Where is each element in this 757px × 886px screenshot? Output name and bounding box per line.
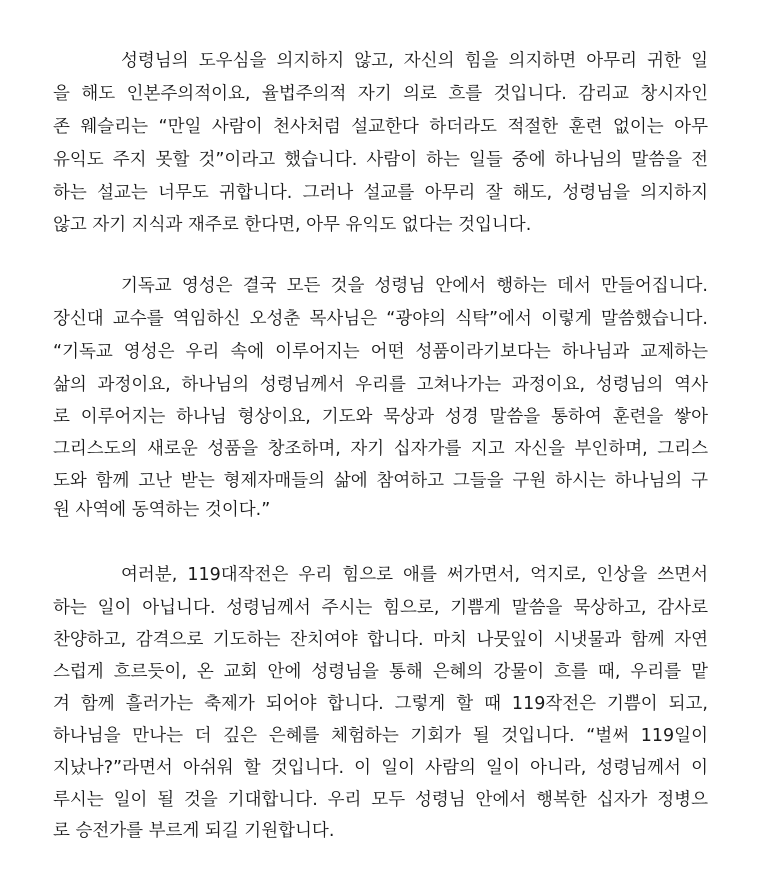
paragraph-3-line-1: 여러분, 119대작전은 우리 힘으로 애를 써가면서, 억지로, 인상을 쓰면서 [121, 565, 708, 585]
paragraph-1-line-6: 않고 자기 지식과 재주로 한다면, 아무 유익도 없다는 것입니다. [53, 215, 532, 235]
paragraph-3-line-3: 찬양하고, 감격으로 기도하는 잔치여야 합니다. 마치 나뭇잎이 시냇물과 함께 자연 [53, 630, 708, 650]
paragraph-2-line-3: “기독교 영성은 우리 속에 이루어지는 어떤 성품이라기보다는 하나님과 교제하는 [53, 342, 708, 362]
paragraph-2-line-5: 로 이루어지는 하나님 형상이요, 기도와 묵상과 성경 말씀을 통하여 훈련을 쌓아 [53, 407, 708, 427]
paragraph-3-line-8: 루시는 일이 될 것을 기대합니다. 우리 모두 성령님 안에서 행복한 십자가 정병으 [53, 790, 708, 810]
paragraph-1-line-5: 하는 설교는 너무도 귀합니다. 그러나 설교를 아무리 잘 해도, 성령님을 의지하지 [53, 183, 708, 203]
paragraph-2-line-6: 그리스도의 새로운 성품을 창조하며, 자기 십자가를 지고 자신을 부인하며, 그리스 [53, 439, 708, 459]
paragraph-3-line-9: 로 승전가를 부르게 되길 기원합니다. [53, 821, 335, 841]
paragraph-1-line-3: 존 웨슬리는 “만일 사람이 천사처럼 설교한다 하더라도 적절한 훈련 없이는 아무 [53, 117, 708, 137]
paragraph-3-line-2: 하는 일이 아닙니다. 성령님께서 주시는 힘으로, 기쁨게 말씀을 묵상하고, 감사로 [53, 598, 708, 618]
paragraph-3-line-4: 스럽게 흐르듯이, 온 교회 안에 성령님을 통해 은혜의 강물이 흐를 때, 우리를 맡 [53, 662, 708, 682]
paragraph-2-line-4: 삶의 과정이요, 하나님의 성령님께서 우리를 고쳐나가는 과정이요, 성령님의 역사 [53, 375, 708, 395]
paragraph-2-line-1: 기독교 영성은 결국 모든 것을 성령님 안에서 행하는 데서 만들어집니다. [121, 276, 708, 296]
paragraph-1-line-1: 성령님의 도우심을 의지하지 않고, 자신의 힘을 의지하면 아무리 귀한 일 [121, 51, 708, 71]
paragraph-3-line-7: 지났나?”라면서 아쉬워 할 것입니다. 이 일이 사람의 일이 아니라, 성령님께서 이 [53, 758, 708, 778]
paragraph-3-line-5: 겨 함께 흘러가는 축제가 되어야 합니다. 그렇게 할 때 119작전은 기쁨이 되고, [53, 694, 708, 714]
paragraph-1-line-2: 을 해도 인본주의적이요, 율법주의적 자기 의로 흐를 것입니다. 감리교 창시자인 [53, 84, 708, 104]
paragraph-1-line-4: 유익도 주지 못할 것”이라고 했습니다. 사람이 하는 일들 중에 하나님의 말씀을 전 [53, 150, 708, 170]
paragraph-2-line-2: 장신대 교수를 역임하신 오성춘 목사님은 “광야의 식탁”에서 이렇게 말씀했습니다. [53, 309, 708, 329]
paragraph-2-line-8: 원 사역에 동역하는 것이다.” [53, 500, 271, 520]
paragraph-3-line-6: 하나님을 만나는 더 깊은 은혜를 체험하는 기회가 될 것입니다. “벌써 119일이 [53, 726, 708, 746]
paragraph-2-line-7: 도와 함께 고난 받는 형제자매들의 삶에 참여하고 그들을 구원 하시는 하나님의 구 [53, 471, 708, 491]
